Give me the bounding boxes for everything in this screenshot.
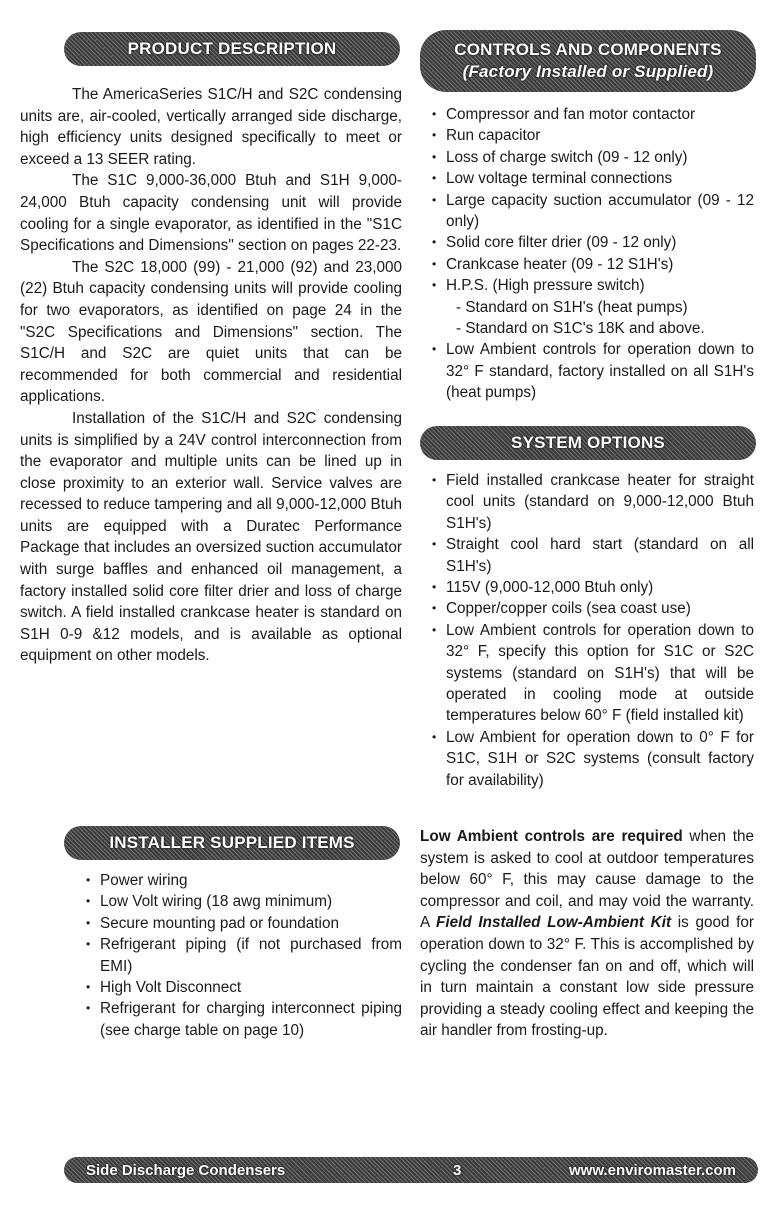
list-item: • Low voltage terminal connections <box>432 168 754 189</box>
list-item: • Field installed crankcase heater for straight cool units (standard on 9,000-12,000 Btuh S1H's) <box>432 470 754 534</box>
list-item: • Straight cool hard start (standard on all S1H's) <box>432 534 754 577</box>
product-description-body <box>20 84 402 667</box>
list-item: • Large capacity suction accumulator (09 - 12 only) <box>432 190 754 233</box>
list-item: • Copper/copper coils (sea coast use) <box>432 598 754 619</box>
list-item: • Low Volt wiring (18 awg minimum) <box>86 891 402 912</box>
installer-items-title: INSTALLER SUPPLIED ITEMS <box>109 833 355 852</box>
list-item: • 115V (9,000-12,000 Btuh only) <box>432 577 754 598</box>
paragraph: The S1C 9,000-36,000 Btuh and S1H 9,000-24,000 Btuh capacity condensing unit will provide cooling for a single evaporator, as identified in the "S1C Specifications and Dimensions" section on pages 22-23. <box>20 172 402 255</box>
page-number: 3 <box>452 1161 462 1179</box>
product-description-heading <box>64 32 400 66</box>
hps-label: H.P.S. (High pressure switch) <box>446 277 645 295</box>
hps-sub-item: - Standard on S1C's 18K and above. <box>456 320 705 338</box>
system-options-heading <box>420 426 756 460</box>
list-item: • Compressor and fan motor contactor <box>432 104 754 125</box>
paragraph: Installation of the S1C/H and S2C condensing units is simplified by a 24V control interconnection from the evaporator and multiple units can be lined up in close proximity to an exterior wall. Service valves are recessed to reduce tampering and all 9,000-12,000 Btuh units are equipped with a Duratec Performance Package that includes an oversized suction accumulator with surge baffles and enhanced oil management, a factory installed solid core filter drier and loss of charge switch. A field installed crankcase heater is standard on S1H 0-9 &12 models, and is available as optional equipment on other models. <box>20 409 402 665</box>
list-item: • Low Ambient controls for operation down to 32° F, specify this option for S1C or S2C systems (standard on S1H's) that will be operated in cooling mode at outside temperatures below 60° F (field installed kit) <box>432 620 754 727</box>
low-ambient-note <box>420 826 754 1042</box>
list-item: • Crankcase heater (09 - 12 S1H's) <box>432 254 754 275</box>
list-item: • Loss of charge switch (09 - 12 only) <box>432 147 754 168</box>
system-options-list <box>432 470 754 791</box>
list-item: • Refrigerant for charging interconnect piping (see charge table on page 10) <box>86 998 402 1041</box>
paragraph: The S2C 18,000 (99) - 21,000 (92) and 23,000 (22) Btuh capacity condensing units will provide cooling for two evaporators, as identified on page 24 in the "S2C Specifications and Dimensions" section. The S1C/H and S2C are quiet units that can be recommended for both commercial and residential applications. <box>20 258 402 406</box>
note-text: when the system is asked to cool at outdoor temperatures below 60° F, this may cause damage to the compressor and coil, and may void the warranty. A <box>420 828 754 932</box>
product-description-title: PRODUCT DESCRIPTION <box>127 39 337 58</box>
list-item: • Solid core filter drier (09 - 12 only) <box>432 232 754 253</box>
installer-items-list <box>86 870 402 1041</box>
hps-sub-item: - Standard on S1H's (heat pumps) <box>456 298 688 316</box>
list-item: • Low Ambient for operation down to 0° F for S1C, S1H or S2C systems (consult factory for availability) <box>432 727 754 791</box>
system-options-title: SYSTEM OPTIONS <box>511 433 665 452</box>
list-item: • Run capacitor <box>432 125 754 146</box>
note-lead: Low Ambient controls are required <box>420 828 683 845</box>
note-text: is good for operation down to 32° F. This is accomplished by cycling the condenser fan on and off, which will in turn maintain a constant low side pressure providing a steady cooling effect and keeping the air handler from frosting-up. <box>420 914 754 1040</box>
controls-list <box>432 104 754 404</box>
paragraph: The AmericaSeries S1C/H and S2C condensing units are, air-cooled, vertically arranged side discharge, high efficiency units designed specifically to meet or exceed a 13 SEER rating. <box>20 86 402 168</box>
note-emphasis: Field Installed Low-Ambient Kit <box>436 914 672 932</box>
list-item <box>432 275 754 339</box>
controls-title: CONTROLS AND COMPONENTS <box>454 40 722 59</box>
footer-url[interactable]: www.enviromaster.com <box>568 1161 736 1179</box>
list-item: • Power wiring <box>86 870 402 891</box>
footer-title: Side Discharge Condensers <box>86 1161 286 1179</box>
controls-subtitle: (Factory Installed or Supplied) <box>462 62 714 81</box>
controls-heading <box>420 30 756 92</box>
page-footer <box>64 1157 758 1183</box>
list-item: • Low Ambient controls for operation down to 32° F standard, factory installed on all S1H's (heat pumps) <box>432 339 754 403</box>
list-item: • High Volt Disconnect <box>86 977 402 998</box>
list-item: • Refrigerant piping (if not purchased from EMI) <box>86 934 402 977</box>
installer-items-heading <box>64 826 400 860</box>
list-item: • Secure mounting pad or foundation <box>86 913 402 934</box>
